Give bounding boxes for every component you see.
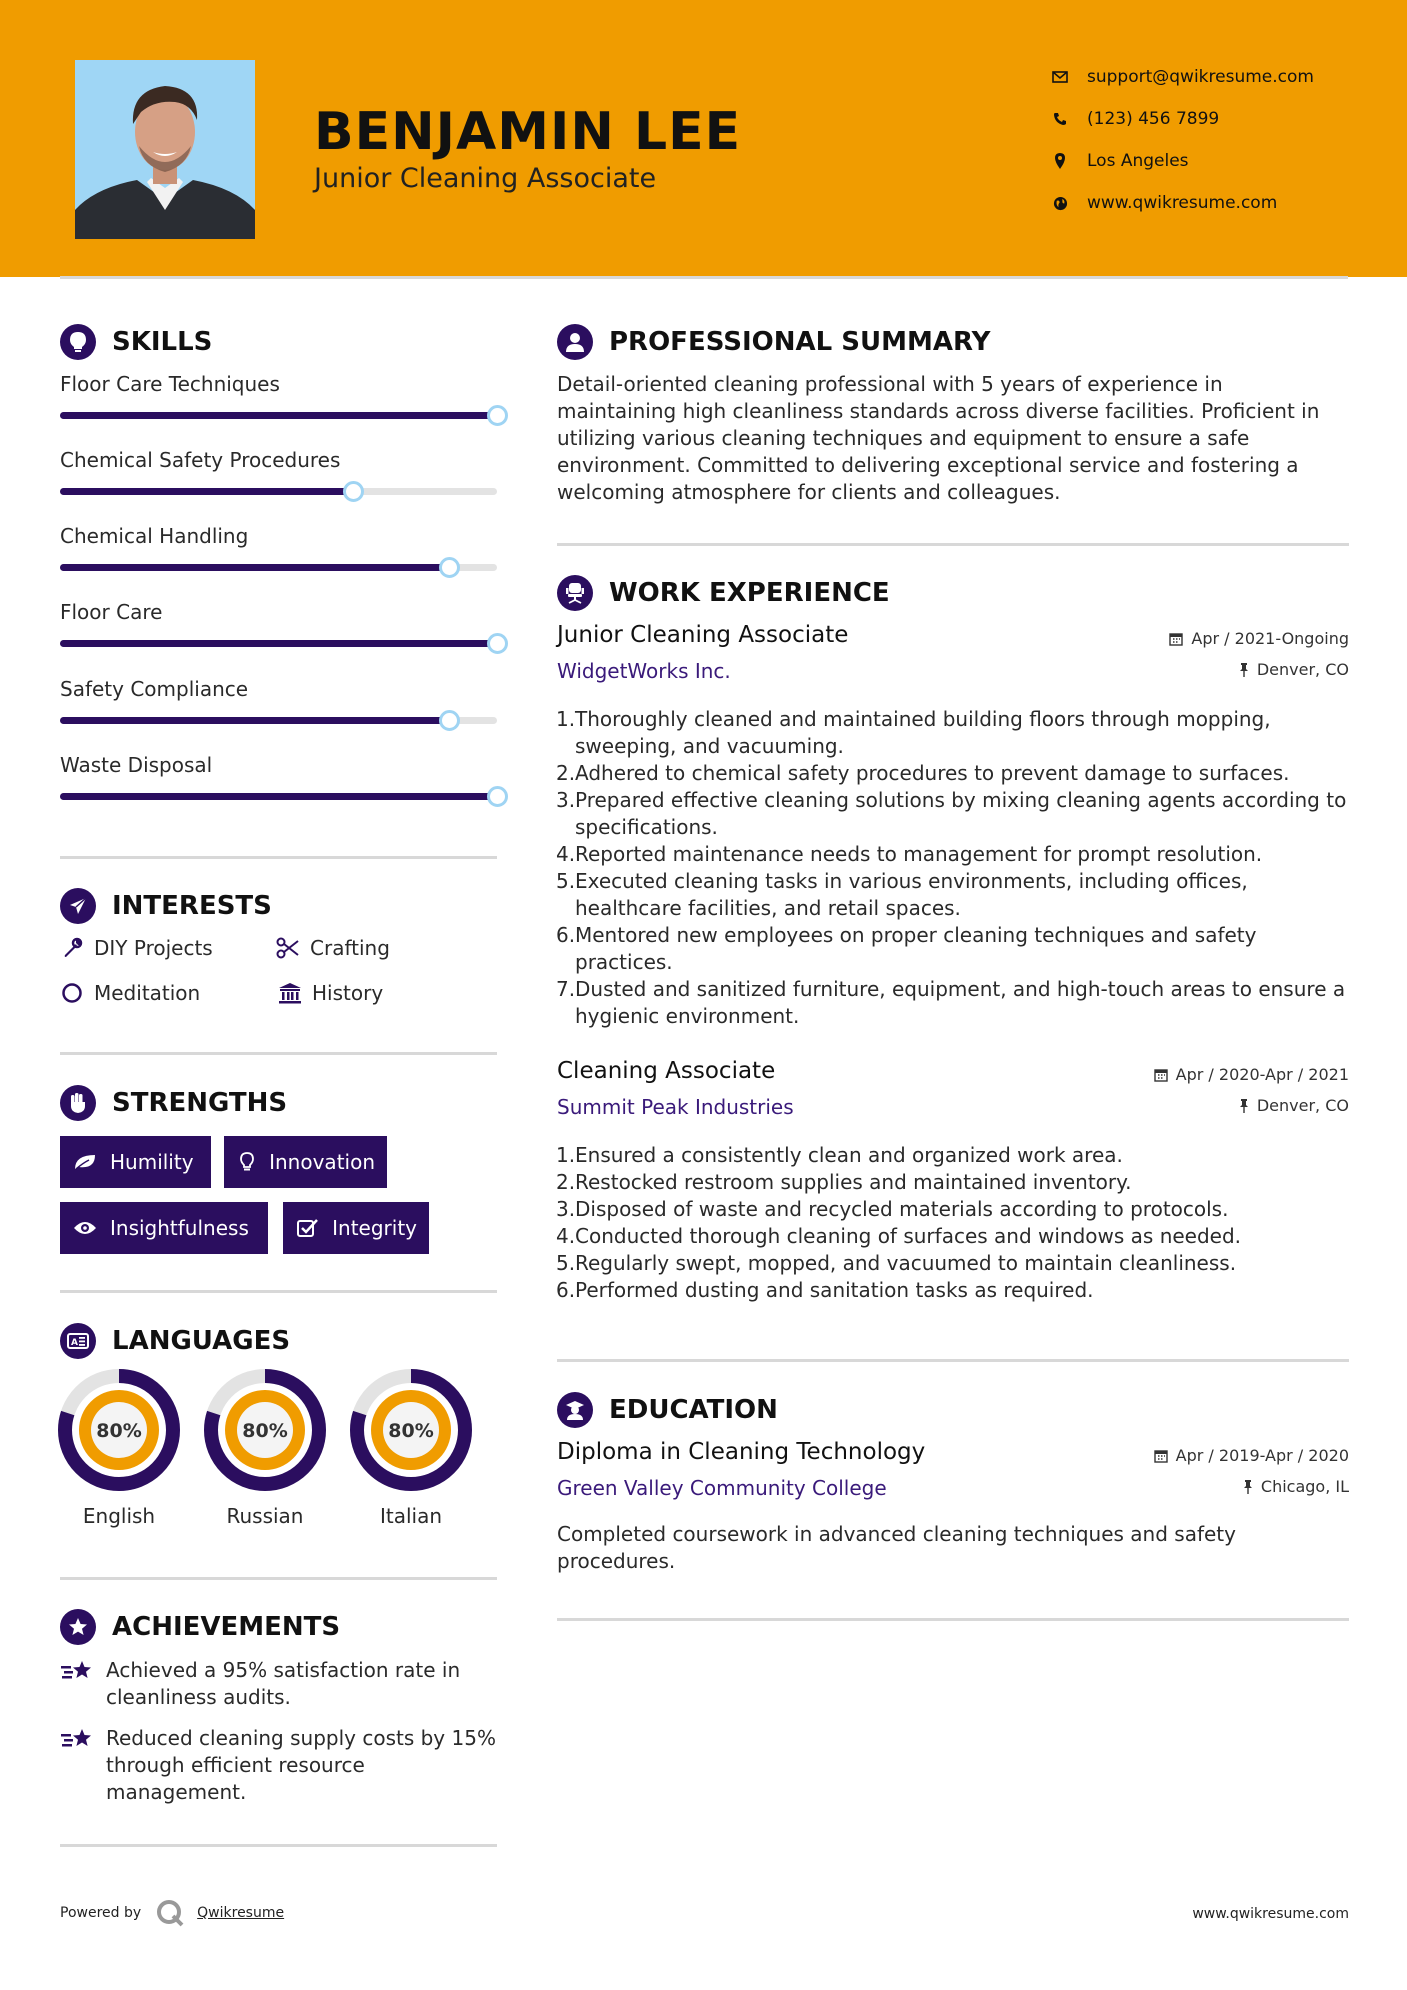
job-bullet: Adhered to chemical safety procedures to prevent damage to surfaces. xyxy=(575,761,1290,785)
skill-item xyxy=(60,372,500,396)
skill-bar-track xyxy=(60,412,497,419)
job-date-text: Apr / 2021-Ongoing xyxy=(1191,629,1349,648)
contact-location-text: Los Angeles xyxy=(1087,151,1189,171)
strength-badge xyxy=(60,1136,211,1188)
job-bullet: Reported maintenance needs to management for prompt resolution. xyxy=(575,842,1263,866)
powered-by-text: Powered by xyxy=(60,1905,142,1921)
language-name: Russian xyxy=(226,1504,304,1528)
language-item xyxy=(349,1368,473,1528)
job-bullets xyxy=(557,706,1349,1030)
skill-bar-track xyxy=(60,793,497,800)
skill-name: Chemical Handling xyxy=(60,524,249,548)
job-bullet: Thoroughly cleaned and maintained building floors through mopping, sweeping, and vacuuming. xyxy=(575,707,1271,758)
skill-bar-fill xyxy=(60,640,497,647)
achievement-item xyxy=(60,1657,500,1711)
skill-item xyxy=(60,524,500,548)
interests-heading-text: INTERESTS xyxy=(112,891,272,921)
interest-item xyxy=(278,981,383,1005)
skill-bar-fill xyxy=(60,488,353,495)
achievement-text: Achieved a 95% satisfaction rate in cleanliness audits. xyxy=(106,1658,461,1709)
section-divider xyxy=(60,1290,497,1293)
job-entry xyxy=(557,1058,1349,1318)
summary-heading-text: PROFESSIONAL SUMMARY xyxy=(609,327,991,357)
interest-label: Crafting xyxy=(310,936,390,960)
education-heading xyxy=(557,1392,778,1428)
interest-label: History xyxy=(312,981,384,1005)
section-divider xyxy=(557,1359,1349,1362)
skill-bar-fill xyxy=(60,793,497,800)
language-gauge xyxy=(203,1368,327,1492)
header-banner xyxy=(0,0,1407,277)
footer-powered-by xyxy=(60,1898,284,1928)
job-bullet: Prepared effective cleaning solutions by mixing cleaning agents according to specifications. xyxy=(575,788,1347,839)
skill-item xyxy=(60,448,500,472)
education-school: Green Valley Community College xyxy=(557,1476,887,1500)
skill-bar-fill xyxy=(60,564,449,571)
shooting-star-icon xyxy=(60,1725,94,1755)
language-percent: 80% xyxy=(388,1420,434,1442)
job-location-text: Denver, CO xyxy=(1256,660,1349,679)
globe-icon xyxy=(1050,193,1070,213)
museum-icon xyxy=(278,981,302,1005)
language-item xyxy=(57,1368,181,1528)
skill-name: Safety Compliance xyxy=(60,677,249,701)
languages-heading xyxy=(60,1323,290,1359)
eye-icon xyxy=(72,1217,98,1239)
language-name: Italian xyxy=(379,1504,443,1528)
contact-list xyxy=(1050,56,1314,224)
skill-bar-track xyxy=(60,640,497,647)
interest-item xyxy=(60,981,200,1005)
contact-email[interactable] xyxy=(1050,56,1314,98)
skill-name: Chemical Safety Procedures xyxy=(60,448,341,472)
profile-photo xyxy=(75,60,255,239)
calendar-icon xyxy=(1154,1068,1168,1082)
skill-bar-fill xyxy=(60,412,497,419)
job-date xyxy=(1154,1065,1349,1084)
contact-phone-text: (123) 456 7899 xyxy=(1087,109,1220,129)
footer-website[interactable]: www.qwikresume.com xyxy=(1192,1906,1349,1922)
section-divider xyxy=(60,1577,497,1580)
contact-website-text: www.qwikresume.com xyxy=(1087,193,1278,213)
pushpin-icon xyxy=(1239,1099,1249,1113)
job-bullet: Restocked restroom supplies and maintained inventory. xyxy=(575,1170,1132,1194)
language-name: English xyxy=(82,1504,156,1528)
education-location-text: Chicago, IL xyxy=(1260,1477,1349,1496)
education-date xyxy=(1154,1446,1349,1465)
strength-badge xyxy=(224,1136,387,1188)
circle-icon xyxy=(60,981,84,1005)
phone-icon xyxy=(1050,109,1070,129)
education-date-text: Apr / 2019-Apr / 2020 xyxy=(1175,1446,1349,1465)
job-title: Junior Cleaning Associate xyxy=(557,622,849,648)
lightbulb-icon xyxy=(236,1151,257,1173)
skill-name: Floor Care Techniques xyxy=(60,372,280,396)
skill-bar-knob xyxy=(439,557,460,578)
language-percent: 80% xyxy=(96,1420,142,1442)
section-divider xyxy=(60,1844,497,1847)
strength-badge xyxy=(60,1202,268,1254)
experience-heading-text: WORK EXPERIENCE xyxy=(609,578,890,608)
job-location xyxy=(1239,660,1349,679)
interest-label: Meditation xyxy=(94,981,201,1005)
strength-badge xyxy=(283,1202,429,1254)
job-bullet: Performed dusting and sanitation tasks as required. xyxy=(575,1278,1094,1302)
strength-label: Integrity xyxy=(332,1216,417,1240)
pushpin-icon xyxy=(1239,663,1249,677)
achievement-text: Reduced cleaning supply costs by 15% through efficient resource management. xyxy=(106,1726,496,1804)
strengths-heading-text: STRENGTHS xyxy=(112,1088,288,1118)
skill-bar-knob xyxy=(439,710,460,731)
section-divider xyxy=(557,543,1349,546)
calendar-icon xyxy=(1154,1449,1168,1463)
skill-bar-knob xyxy=(343,481,364,502)
graduate-icon xyxy=(557,1392,593,1428)
job-title: Cleaning Associate xyxy=(557,1058,776,1084)
job-bullet: Executed cleaning tasks in various environments, including offices, healthcare facilities, and retail spaces. xyxy=(575,869,1248,920)
skill-item xyxy=(60,677,500,701)
language-percent: 80% xyxy=(242,1420,288,1442)
skill-bar-fill xyxy=(60,717,449,724)
skill-name: Floor Care xyxy=(60,600,163,624)
skill-item xyxy=(60,753,500,777)
job-date xyxy=(1169,629,1349,648)
interest-item xyxy=(276,936,390,960)
job-bullet: Dusted and sanitized furniture, equipment, and high-touch areas to ensure a hygienic environment. xyxy=(575,977,1346,1028)
office-chair-icon xyxy=(557,575,593,611)
candidate-title: Junior Cleaning Associate xyxy=(314,163,657,194)
achievements-heading-text: ACHIEVEMENTS xyxy=(112,1612,341,1642)
education-heading-text: EDUCATION xyxy=(609,1395,778,1425)
section-divider xyxy=(60,856,497,859)
skill-item xyxy=(60,600,500,624)
interest-item xyxy=(60,936,213,960)
experience-heading xyxy=(557,575,890,611)
language-gauge xyxy=(57,1368,181,1492)
strength-label: Insightfulness xyxy=(110,1216,249,1240)
job-bullet: Ensured a consistently clean and organized work area. xyxy=(575,1143,1123,1167)
map-pin-icon xyxy=(1050,151,1070,171)
job-company: Summit Peak Industries xyxy=(557,1095,794,1119)
job-date-text: Apr / 2020-Apr / 2021 xyxy=(1175,1065,1349,1084)
header-divider xyxy=(60,276,1348,279)
strength-label: Humility xyxy=(110,1150,194,1174)
job-location xyxy=(1239,1096,1349,1115)
scissors-icon xyxy=(276,936,300,960)
summary-heading xyxy=(557,324,990,360)
skill-bar-track xyxy=(60,488,497,495)
qwikresume-logo-icon xyxy=(155,1898,185,1928)
interests-heading xyxy=(60,888,272,924)
qwikresume-link[interactable]: Qwikresume xyxy=(197,1905,285,1921)
job-company: WidgetWorks Inc. xyxy=(557,659,731,683)
job-location-text: Denver, CO xyxy=(1256,1096,1349,1115)
skill-bar-knob xyxy=(487,633,508,654)
achievements-heading xyxy=(60,1609,340,1645)
user-icon xyxy=(557,324,593,360)
calendar-icon xyxy=(1169,632,1183,646)
interest-label: DIY Projects xyxy=(94,936,213,960)
achievement-item xyxy=(60,1725,500,1806)
checkbox-icon xyxy=(295,1217,320,1239)
job-bullet: Mentored new employees on proper cleaning techniques and safety practices. xyxy=(575,923,1257,974)
education-degree: Diploma in Cleaning Technology xyxy=(557,1439,926,1465)
language-icon xyxy=(60,1323,96,1359)
section-divider xyxy=(557,1618,1349,1621)
lightbulb-icon xyxy=(60,324,96,360)
language-item xyxy=(203,1368,327,1528)
envelope-icon xyxy=(1050,67,1070,87)
section-divider xyxy=(60,1052,497,1055)
summary-text: Detail-oriented cleaning professional with 5 years of experience in maintaining high cleanliness standards across diverse facilities. Proficient in utilizing various cleaning techniques and equipment to ensure a safe environment. Committed to delivering exceptional service and fostering a welcoming atmosphere for clients and colleagues. xyxy=(557,372,1320,504)
skill-bar-track xyxy=(60,717,497,724)
skills-heading-text: SKILLS xyxy=(112,327,213,357)
skill-bar-track xyxy=(60,564,497,571)
shooting-star-icon xyxy=(60,1657,94,1687)
job-entry xyxy=(557,622,1349,1028)
skills-heading xyxy=(60,324,212,360)
job-bullet: Conducted thorough cleaning of surfaces and windows as needed. xyxy=(575,1224,1242,1248)
skill-name: Waste Disposal xyxy=(60,753,213,777)
skill-bar-knob xyxy=(487,786,508,807)
language-gauge xyxy=(349,1368,473,1492)
raised-fist-icon xyxy=(60,1085,96,1121)
job-bullets xyxy=(557,1142,1349,1304)
paper-plane-icon xyxy=(60,888,96,924)
contact-email-text: support@qwikresume.com xyxy=(1087,67,1314,87)
contact-phone[interactable] xyxy=(1050,98,1314,140)
strengths-heading xyxy=(60,1085,287,1121)
job-bullet: Disposed of waste and recycled materials according to protocols. xyxy=(575,1197,1229,1221)
leaf-icon xyxy=(72,1151,98,1173)
wrench-icon xyxy=(60,936,84,960)
education-location xyxy=(1243,1477,1349,1496)
svg-text:A: A xyxy=(71,1338,78,1348)
education-description: Completed coursework in advanced cleaning techniques and safety procedures. xyxy=(557,1522,1236,1573)
job-bullet: Regularly swept, mopped, and vacuumed to maintain cleanliness. xyxy=(575,1251,1237,1275)
contact-location xyxy=(1050,140,1314,182)
star-badge-icon xyxy=(60,1609,96,1645)
pushpin-icon xyxy=(1243,1480,1253,1494)
languages-heading-text: LANGUAGES xyxy=(112,1326,291,1356)
contact-website[interactable] xyxy=(1050,182,1314,224)
strength-label: Innovation xyxy=(269,1150,375,1174)
education-entry xyxy=(557,1439,1349,1573)
candidate-name: BENJAMIN LEE xyxy=(314,102,742,162)
skill-bar-knob xyxy=(487,405,508,426)
